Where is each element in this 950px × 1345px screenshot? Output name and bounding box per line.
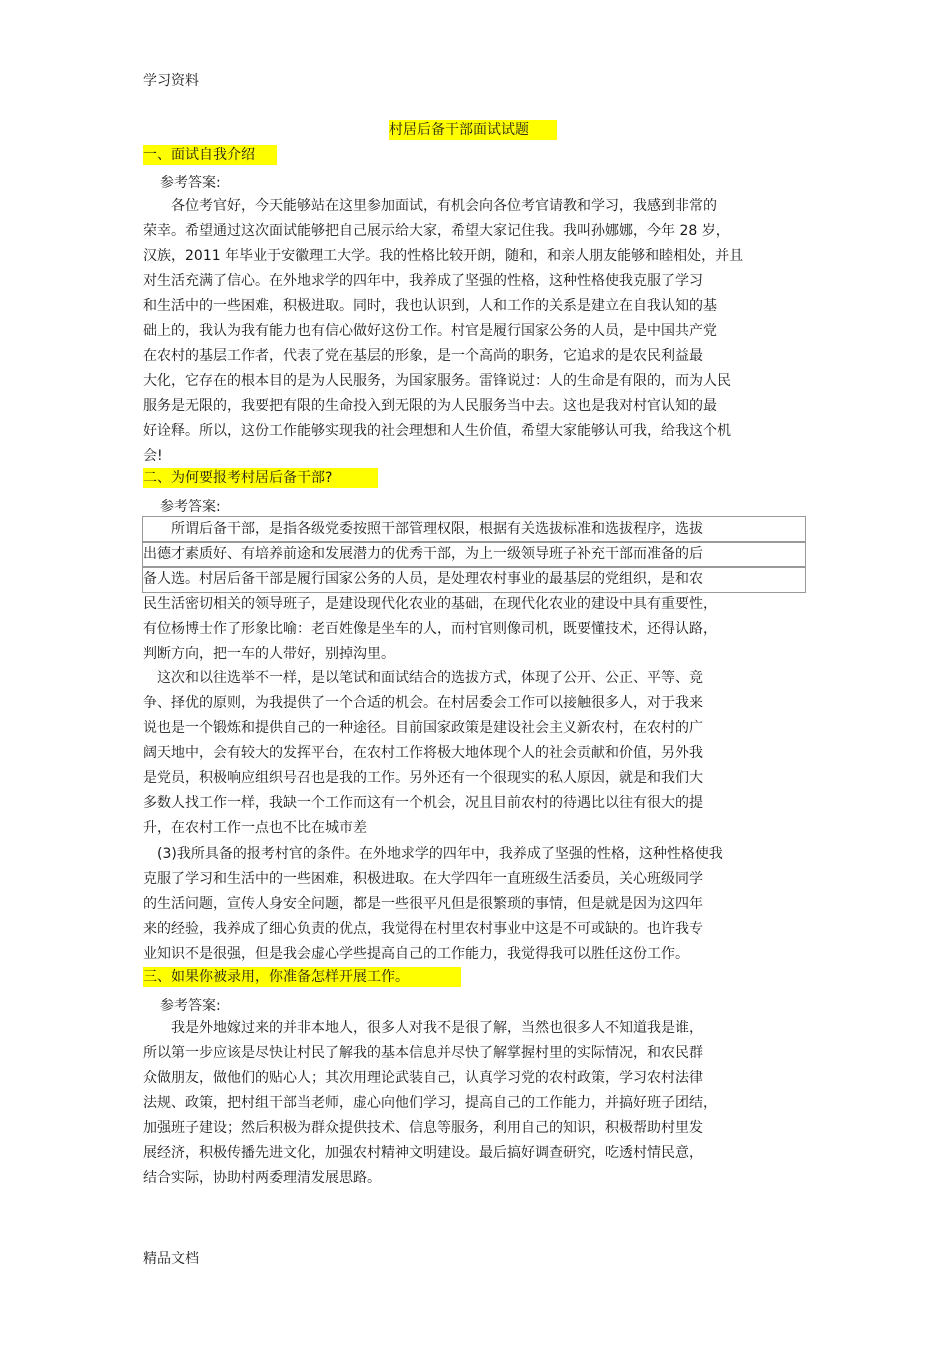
reference-answer-label-2: 参考答案: (160, 499, 221, 515)
text-line: 荣幸。希望通过这次面试能够把自己展示给大家，希望大家记住我。我叫孙娜娜，今年 28 岁， (143, 223, 730, 239)
text-line: 备人选。村居后备干部是履行国家公务的人员，是处理农村事业的最基层的党组织，是和农 (143, 567, 805, 592)
text-line: 各位考官好，今天能够站在这里参加面试，有机会向各位考官请教和学习，我感到非常的 (143, 198, 717, 214)
text-line: 说也是一个锻炼和提供自己的一种途径。目前国家政策是建设社会主义新农村，在农村的广 (143, 720, 703, 736)
text-line: 民生活密切相关的领导班子，是建设现代化农业的基础，在现代化农业的建设中具有重要性， (143, 596, 717, 612)
text-line: 众做朋友，做他们的贴心人；其次用理论武装自己，认真学习党的农村政策，学习农村法律 (143, 1070, 703, 1086)
page-header: 学习资料 (143, 73, 199, 89)
answer-paragraph-2c (143, 842, 805, 967)
section-heading-1: 一、面试自我介绍 (143, 145, 277, 165)
text-line: 础上的，我认为我有能力也有信心做好这份工作。村官是履行国家公务的人员，是中国共产党 (143, 323, 717, 339)
answer-paragraph-1 (143, 194, 805, 469)
text-line: 出德才素质好、有培养前途和发展潜力的优秀干部，为上一级领导班子补充干部而准备的后 (143, 542, 805, 567)
text-line: 和生活中的一些困难，积极进取。同时，我也认识到，人和工作的关系是建立在自我认知的基 (143, 298, 717, 314)
answer-paragraph-2b (143, 666, 805, 841)
text-line: 我是外地嫁过来的并非本地人，很多人对我不是很了解，当然也很多人不知道我是谁， (143, 1020, 703, 1036)
document-title: 村居后备干部面试试题 (389, 120, 557, 140)
text-line: 展经济，积极传播先进文化，加强农村精神文明建设。最后搞好调查研究，吃透村情民意， (143, 1145, 703, 1161)
text-line: 多数人找工作一样，我缺一个工作而这有一个机会，况且目前农村的待遇比以往有很大的提 (143, 795, 703, 811)
text-line: 汉族，2011 年毕业于安徽理工大学。我的性格比较开朗，随和，和亲人朋友能够和睦相处，并且 (143, 248, 744, 264)
text-line: 大化，它存在的根本目的是为人民服务，为国家服务。雷锋说过：人的生命是有限的，而为人民 (143, 373, 731, 389)
text-line: (3)我所具备的报考村官的条件。在外地求学的四年中，我养成了坚强的性格，这种性格使我 (143, 846, 723, 862)
text-line: 升，在农村工作一点也不比在城市差 (143, 820, 367, 836)
text-line: 服务是无限的，我要把有限的生命投入到无限的为人民服务当中去。这也是我对村官认知的最 (143, 398, 717, 414)
text-line: 对生活充满了信心。在外地求学的四年中，我养成了坚强的性格，这种性格使我克服了学习 (143, 273, 703, 289)
text-line: 阔天地中，会有较大的发挥平台，在农村工作将极大地体现个人的社会贡献和价值，另外我 (143, 745, 703, 761)
text-line: 这次和以往选举不一样，是以笔试和面试结合的选拔方式，体现了公开、公正、平等、竞 (143, 670, 703, 686)
text-line: 判断方向，把一车的人带好，别掉沟里。 (143, 646, 395, 662)
reference-answer-label-1: 参考答案: (160, 175, 221, 191)
text-line: 克服了学习和生活中的一些困难，积极进取。在大学四年一直班级生活委员，关心班级同学 (143, 871, 703, 887)
reference-answer-label-3: 参考答案: (160, 998, 221, 1014)
text-line: 法规、政策，把村组干部当老师，虚心向他们学习，提高自己的工作能力，并搞好班子团结， (143, 1095, 717, 1111)
text-line: 的生活问题，宣传人身安全问题，都是一些很平凡但是很繁琐的事情，但是就是因为这四年 (143, 896, 703, 912)
text-line: 所谓后备干部，是指各级党委按照干部管理权限，根据有关选拔标准和选拔程序，选拔 (143, 517, 805, 542)
text-line: 结合实际，协助村两委理清发展思路。 (143, 1170, 381, 1186)
text-line: 是党员，积极响应组织号召也是我的工作。另外还有一个很现实的私人原因，就是和我们大 (143, 770, 703, 786)
text-line: 会! (143, 448, 163, 464)
answer-paragraph-2a (143, 517, 805, 667)
answer-paragraph-3 (143, 1016, 805, 1191)
page-footer: 精品文档 (143, 1251, 199, 1267)
text-line: 来的经验，我养成了细心负责的优点，我觉得在村里农村事业中这是不可或缺的。也许我专 (143, 921, 703, 937)
text-line: 业知识不是很强，但是我会虚心学些提高自己的工作能力，我觉得我可以胜任这份工作。 (143, 946, 689, 962)
text-line: 好诠释。所以，这份工作能够实现我的社会理想和人生价值，希望大家能够认可我，给我这个机 (143, 423, 731, 439)
section-heading-3: 三、如果你被录用，你准备怎样开展工作。 (143, 967, 461, 987)
text-line: 所以第一步应该是尽快让村民了解我的基本信息并尽快了解掌握村里的实际情况，和农民群 (143, 1045, 703, 1061)
text-line: 在农村的基层工作者，代表了党在基层的形象，是一个高尚的职务，它追求的是农民利益最 (143, 348, 703, 364)
text-line: 有位杨博士作了形象比喻：老百姓像是坐车的人，而村官则像司机，既要懂技术，还得认路， (143, 621, 717, 637)
text-line: 加强班子建设；然后积极为群众提供技术、信息等服务，利用自己的知识，积极帮助村里发 (143, 1120, 703, 1136)
section-heading-2: 二、为何要报考村居后备干部? (143, 468, 378, 488)
text-line: 争、择优的原则，为我提供了一个合适的机会。在村居委会工作可以接触很多人，对于我来 (143, 695, 703, 711)
